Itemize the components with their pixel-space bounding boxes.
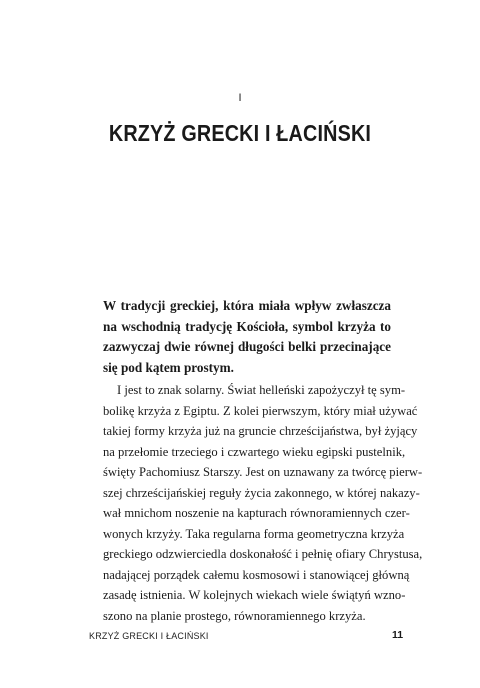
lead-paragraph [103, 296, 391, 378]
body-paragraph [103, 380, 423, 626]
body-line: wonych krzyży. Taka regularna forma geometryczna krzyża [103, 526, 405, 541]
body-line: na przełomie trzeciego i czwartego wieku egipski pustelnik, [103, 444, 406, 459]
chapter-number: I [238, 92, 242, 104]
lead-line: się pod kątem prostym. [103, 359, 234, 375]
chapter-title: KRZYŻ GRECKI I ŁACIŃSKI [108, 120, 372, 146]
page-number: 11 [392, 629, 404, 641]
body-line: greckiego odzwierciedla doskonałość i pełnię ofiary Chrystusa, [103, 547, 423, 561]
body-line: nadającej porządek całemu kosmosowi i stanowiącej główną [103, 567, 410, 582]
body-line: szej chrześcijańskiej reguły życia zakonnego, w której nakazy- [103, 485, 420, 500]
lead-line: zazwyczaj dwie równej długości belki przecinające [103, 339, 391, 354]
body-line: takiej formy krzyża już na gruncie chrześcijaństwa, był żyjący [103, 424, 418, 438]
body-line: święty Pachomiusz Starszy. Jest on uznawany za twórcę pierw- [103, 465, 423, 479]
body-line: zasadę istnienia. W kolejnych wiekach wiele świątyń wzno- [103, 588, 406, 602]
running-footer-title: KRZYŻ GRECKI I ŁACIŃSKI [89, 631, 209, 641]
body-line: wał mnichom noszenie na kapturach równoramiennych czer- [103, 506, 410, 520]
lead-line: na wschodnią tradycję Kościoła, symbol krzyża to [103, 318, 391, 334]
body-line: szono na planie prostego, równoramiennego krzyża. [103, 608, 366, 623]
body-line: I jest to znak solarny. Świat helleński zapożyczył tę sym- [117, 383, 406, 397]
lead-line: W tradycji greckiej, która miała wpływ zwłaszcza [103, 298, 391, 313]
body-line: bolikę krzyża z Egiptu. Z kolei pierwszym, który miał używać [103, 403, 418, 418]
